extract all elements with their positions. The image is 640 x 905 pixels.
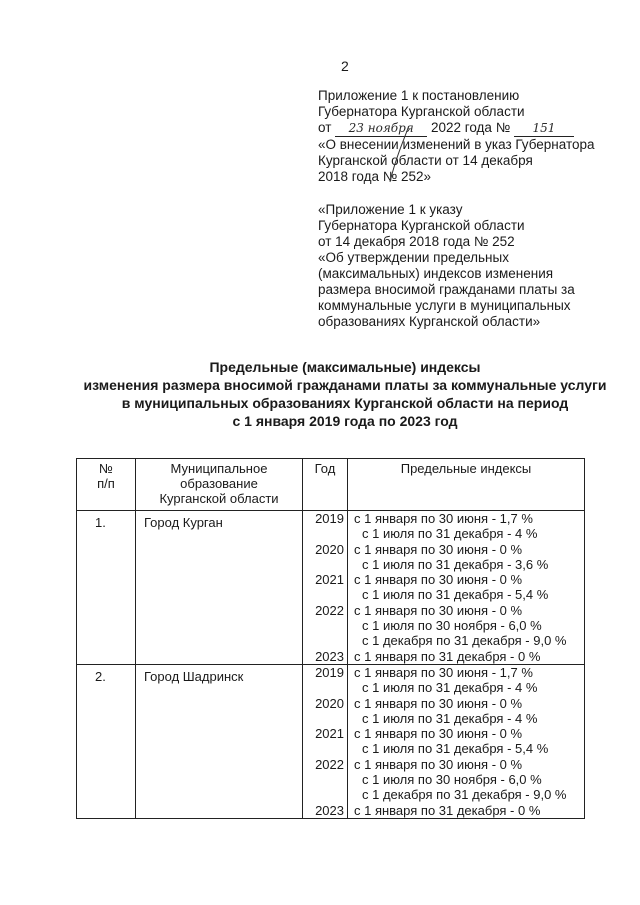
year-cell: [303, 711, 344, 726]
document-title: [60, 358, 630, 430]
row-municipality: Город Шадринск: [136, 664, 303, 818]
year-cell: 2019: [315, 511, 344, 526]
appendix2-line: Губернатора Курганской области: [318, 218, 525, 233]
header-num: [77, 459, 136, 511]
row-indices: [348, 511, 585, 665]
appendix-line-5: Курганской области от 14 декабря: [318, 153, 533, 168]
title-line: с 1 января 2019 года по 2023 год: [232, 413, 458, 429]
header-municipality: [136, 459, 303, 511]
year-cell: [303, 680, 344, 695]
index-line: с 1 июля по 31 декабря - 3,6 %: [362, 556, 549, 572]
index-line: с 1 января по 30 июня - 0 %: [354, 541, 523, 557]
index-line: с 1 января по 30 июня - 0 %: [354, 602, 523, 618]
appendix-line-4: «О внесении изменений в указ Губернатора: [318, 137, 595, 152]
header-indices: [348, 459, 585, 511]
year-cell: 2021: [315, 572, 344, 588]
appendix-line-6: 2018 года № 252»: [318, 169, 432, 184]
appendix2-line: (максимальных) индексов изменения: [318, 266, 554, 281]
year-cell: [303, 772, 344, 787]
year-cell: [303, 618, 344, 633]
title-line: Предельные (максимальные) индексы: [209, 359, 481, 375]
index-line: с 1 января по 30 июня - 0 %: [354, 695, 523, 711]
index-line: с 1 июля по 30 ноября - 6,0 %: [362, 772, 542, 788]
appendix-2-header: [318, 202, 628, 330]
year-cell: [303, 526, 344, 541]
header-mun-l3: Курганской области: [159, 491, 279, 506]
year-cell: [303, 741, 344, 756]
index-line: с 1 декабря по 31 декабря - 9,0 %: [362, 633, 567, 649]
appendix2-line: коммунальные услуги в муниципальных: [318, 298, 571, 313]
appendix-line-1: Приложение 1 к постановлению: [318, 88, 520, 103]
handwritten-number: 151: [514, 120, 574, 137]
index-line: с 1 декабря по 31 декабря - 9,0 %: [362, 787, 567, 803]
handwritten-date: 23 ноября: [335, 120, 427, 137]
indices-table: [76, 458, 585, 819]
index-line: с 1 января по 30 июня - 0 %: [354, 756, 523, 772]
header-num-l2: п/п: [97, 476, 115, 491]
year-cell: 2019: [315, 664, 344, 680]
appendix-date-line: [318, 120, 628, 137]
year-cell: 2023: [315, 802, 344, 818]
row-number: 1.: [77, 511, 136, 665]
row-indices: [348, 664, 585, 818]
year-cell: [303, 587, 344, 602]
index-line: с 1 июля по 31 декабря - 4 %: [362, 710, 538, 726]
index-line: с 1 января по 31 декабря - 0 %: [354, 648, 541, 664]
page-number: 2: [341, 58, 349, 74]
header-mun-l2: образование: [180, 476, 258, 491]
year-cell: 2020: [315, 695, 344, 711]
row-years: [303, 664, 348, 818]
appendix2-line: размера вносимой гражданами платы за: [318, 282, 575, 297]
row-years: [303, 511, 348, 665]
title-line: изменения размера вносимой гражданами платы за коммунальные услуги: [83, 377, 607, 393]
index-line: с 1 июля по 31 декабря - 4 %: [362, 680, 538, 696]
index-line: с 1 января по 30 июня - 1,7 %: [354, 664, 533, 680]
index-line: с 1 июля по 31 декабря - 5,4 %: [362, 741, 549, 757]
index-line: с 1 июля по 31 декабря - 5,4 %: [362, 587, 549, 603]
year-cell: 2023: [315, 648, 344, 664]
table-header-row: [77, 459, 585, 511]
year-text: 2022 года №: [430, 120, 511, 135]
year-cell: 2020: [315, 541, 344, 557]
row-number: 2.: [77, 664, 136, 818]
index-line: с 1 января по 30 июня - 0 %: [354, 726, 523, 742]
date-prefix: от: [318, 120, 332, 135]
appendix-line-2: Губернатора Курганской области: [318, 104, 525, 119]
signature-stroke-icon: [368, 126, 428, 186]
title-line: в муниципальных образованиях Курганской области на период: [121, 395, 569, 411]
appendix2-line: «Приложение 1 к указу: [318, 202, 463, 217]
index-line: с 1 июля по 31 декабря - 4 %: [362, 526, 538, 542]
header-indices-label: Предельные индексы: [400, 461, 532, 476]
appendix2-line: образованиях Курганской области»: [318, 314, 541, 329]
header-num-l1: №: [99, 461, 113, 476]
index-line: с 1 июля по 30 ноября - 6,0 %: [362, 618, 542, 634]
year-cell: 2022: [315, 756, 344, 772]
year-cell: [303, 557, 344, 572]
header-year-label: Год: [314, 461, 336, 476]
year-cell: [303, 633, 344, 648]
year-cell: [303, 787, 344, 802]
year-cell: 2021: [315, 726, 344, 742]
row-municipality: Город Курган: [136, 511, 303, 665]
header-year: [303, 459, 348, 511]
index-line: с 1 января по 30 июня - 1,7 %: [354, 511, 533, 526]
table-row: [77, 511, 585, 665]
index-line: с 1 января по 30 июня - 0 %: [354, 572, 523, 588]
header-mun-l1: Муниципальное: [170, 461, 268, 476]
index-line: с 1 января по 31 декабря - 0 %: [354, 802, 541, 818]
year-cell: 2022: [315, 602, 344, 618]
appendix2-line: «Об утверждении предельных: [318, 250, 509, 265]
appendix2-line: от 14 декабря 2018 года № 252: [318, 234, 515, 249]
table-row: [77, 664, 585, 818]
appendix-header: [318, 88, 628, 185]
